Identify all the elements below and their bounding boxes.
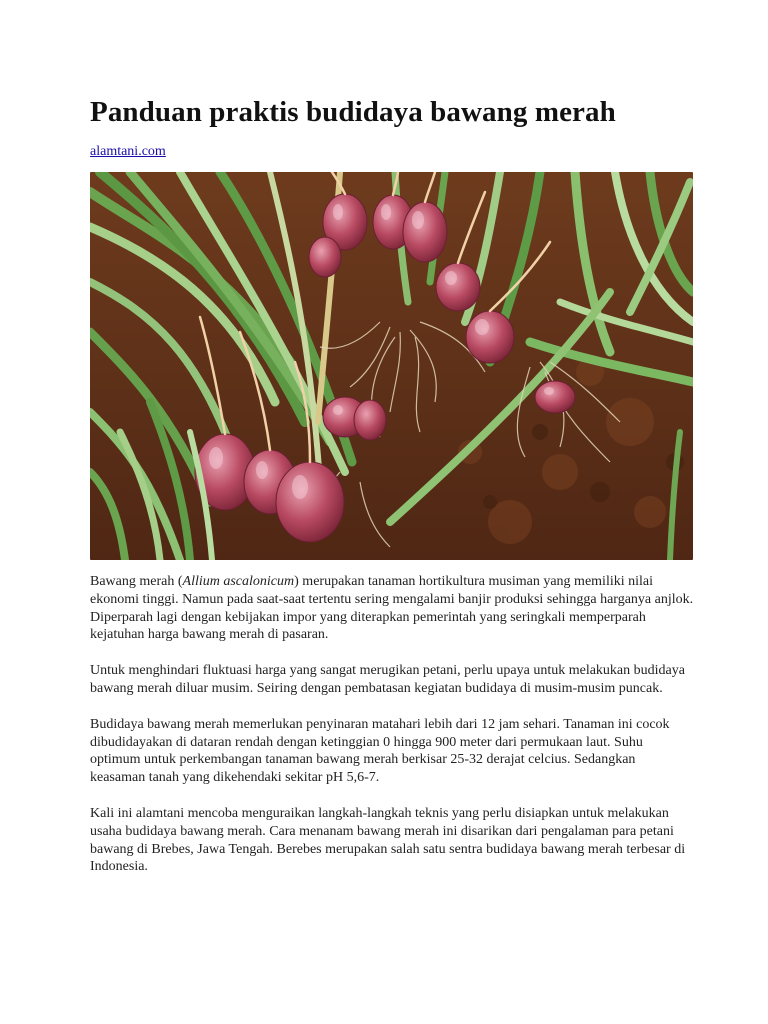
source-link[interactable]: alamtani.com bbox=[90, 144, 166, 159]
paragraph-intro bbox=[90, 573, 694, 644]
paragraph-requirements: Budidaya bawang merah memerlukan penyinaran matahari lebih dari 12 jam sehari. Tanaman ini cocok dibudidayakan di dataran rendah dengan ketinggian 0 hingga 900 meter dari permukaan laut. Suhu optimum untuk perkembangan tanaman bawang merah berkisar 25-32 derajat celcius. Sedangkan keasaman tanah yang dikehendaki sekitar pH 5,6-7. bbox=[90, 716, 670, 786]
page-title: Panduan praktis budidaya bawang merah bbox=[90, 96, 616, 128]
paragraph-off-season: Untuk menghindari fluktuasi harga yang sangat merugikan petani, perlu upaya untuk melakukan budidaya bawang merah diluar musim. Seiring dengan pembatasan kegiatan budidaya di musim-musim puncak. bbox=[90, 663, 685, 696]
scientific-name: Allium ascalonicum bbox=[182, 574, 295, 589]
shallot-illustration bbox=[90, 172, 693, 560]
paragraph-intro-before: Bawang merah ( bbox=[90, 574, 183, 589]
paragraph-intro-after: ) merupakan tanaman hortikultura musiman yang memiliki nilai ekonomi tinggi. Namun pada saat-saat tertentu sering mengalami banjir produksi sehingga harganya anjlok. Diperparah lagi dengan kebijakan impor yang diterapkan pemerintah yang seringkali memperparah kejatuhan harga bawang merah di pasaran. bbox=[90, 574, 694, 643]
document-page bbox=[90, 94, 694, 876]
shallot-harvest-photo bbox=[90, 172, 693, 560]
paragraph-guide-source: Kali ini alamtani mencoba menguraikan langkah-langkah teknis yang perlu disiapkan untuk melakukan usaha budidaya bawang merah. Cara menanam bawang merah ini disarikan dari pengalaman para petani bawang di Brebes, Jawa Tengah. Berebes merupakan salah satu sentra budidaya bawang merah terbesar di Indonesia. bbox=[90, 805, 686, 875]
